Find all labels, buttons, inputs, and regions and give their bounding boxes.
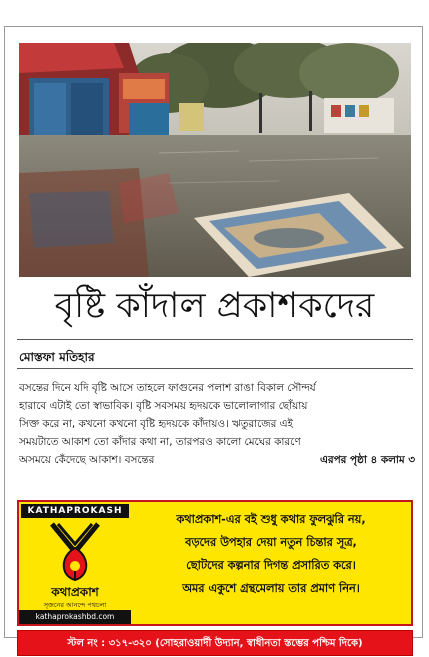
ad-line: বড়দের উপহার দেয়া নতুন চিন্তার সূত্র, [185,536,357,549]
publisher-logo [21,504,129,622]
ad-line: কথাপ্রকাশ-এর বই শুধু কথার ফুলঝুরি নয়, [176,513,366,526]
continuation-note: এরপর পৃষ্ঠা ৪ কলাম ৩ [320,454,415,466]
newspaper-clipping [4,26,423,649]
ad-copy [133,508,409,600]
publisher-advertisement [17,500,413,626]
headline: বৃষ্টি কাঁদাল প্রকাশকদের [54,286,375,326]
article-body [19,379,415,469]
byline: মোস্তফা মতিহার [19,350,95,364]
stall-number-banner: স্টল নং : ৩১৭-৩২০ (সোহরাওয়ার্দী উদ্যান, স্বাধীনতা স্তম্ভের পশ্চিম দিকে) [17,630,413,656]
ad-line: ছোটদের কল্পনার দিগন্ত প্রসারিত করে। [186,559,356,572]
article-line: সিক্ত করে না, কখনো কখনো বৃষ্টি হৃদয়কে কাঁদায়ও। ঋতুরাজের এই [19,418,293,430]
flooded-fair-photo [19,43,411,277]
divider [17,339,413,340]
logo-tagline: সৃজনের আনন্দে পথচলা [43,601,107,609]
article-line: সময়টাতে আকাশ তো কাঁদার কথা না, তারপরও কালো মেঘের কারণে [19,436,301,448]
article-last-line [19,451,415,469]
logo-name: কথাপ্রকাশ [51,585,99,599]
website-link[interactable]: kathaprokashbd.com [19,610,131,624]
article-line: হারাবে এটাই তো স্বাভাবিক। বৃষ্টি সবসময় হৃদয়কে ভালোলাগার ছোঁয়ায় [19,400,308,412]
pen-nib-icon [50,522,100,582]
divider [17,368,413,369]
ad-line: অমর একুশে গ্রন্থমেলায় তার প্রমাণ নিন। [182,582,360,595]
article-line: বসন্তের দিনে যদি বৃষ্টি আসে তাহলে ফাগুনের পলাশ রাঙা বিকাল সৌন্দর্য [19,382,316,394]
news-photo [19,43,411,277]
article-line: অসময়ে কেঁদেছে আকাশ। বসন্তের [19,454,155,466]
brand-name: KATHAPROKASH [21,504,129,518]
